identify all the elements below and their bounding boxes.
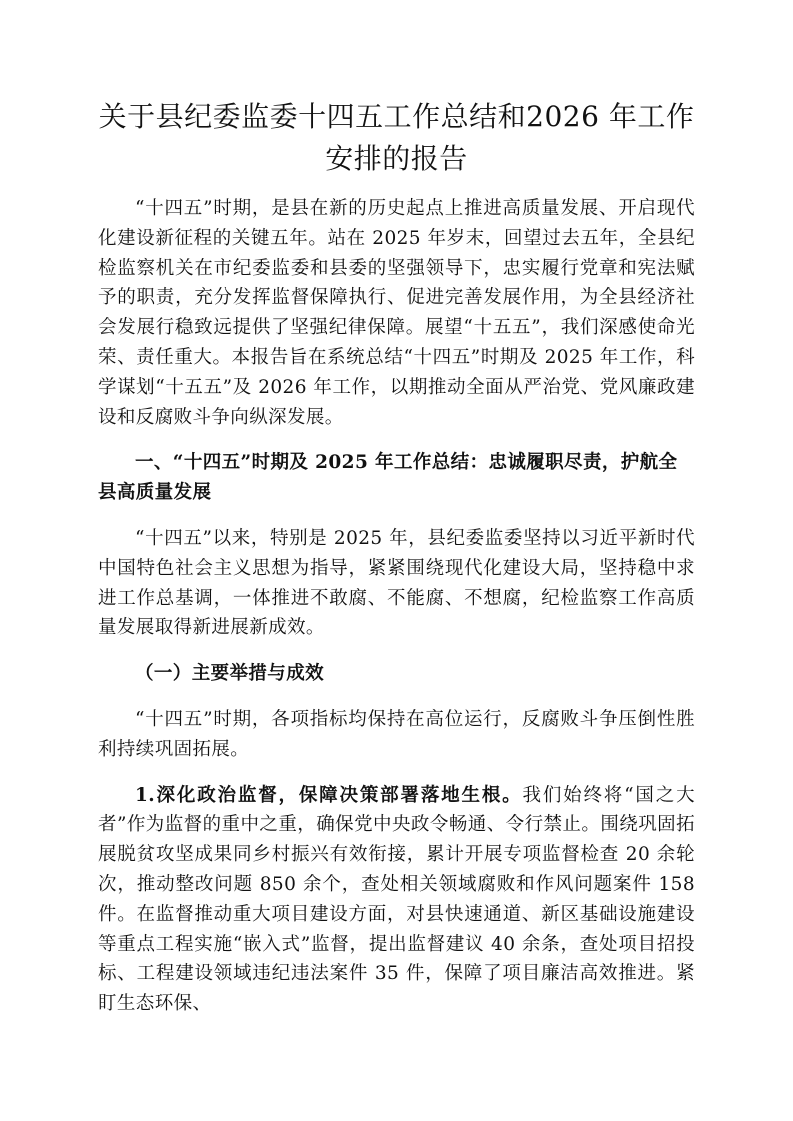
section-heading-1: 一、“十四五”时期及 2025 年工作总结：忠诚履职尽责，护航全县高质量发展	[98, 452, 678, 504]
item-1-body: 我们始终将“国之大者”作为监督的重中之重，确保党中央政令畅通、令行禁止。围绕巩固拓展脱贫攻坚成果同乡村振兴有效衔接，累计开展专项监督检查 20 余轮次，推动整改问题 850 余个，查处相关领域腐败和作风问题案件 158 件。在监督推动重大项目建设方面，对县快速通道、新区基础设施建设等重点工程实施“嵌入式”监督，提出监督建议 40 余条，查处项目招投标、工程建设领域违纪违法案件 35 件，保障了项目廉洁高效推进。紧盯生态环保、	[98, 784, 695, 1015]
spacer	[98, 689, 695, 705]
spacer	[98, 643, 695, 659]
spacer	[98, 508, 695, 524]
intro-paragraph: “十四五”时期，是县在新的历史起点上推进高质量发展、开启现代化建设新征程的关键五年。站在 2025 年岁末，回望过去五年，全县纪检监察机关在市纪委监委和县委的坚强领导下，忠实履行党章和宪法赋予的职责，充分发挥监督保障执行、促进完善发展作用，为全县经济社会发展行稳致远提供了坚强纪律保障。展望“十五五”，我们深感使命光荣、责任重大。本报告旨在系统总结“十四五”时期及 2025 年工作，科学谋划“十五五”及 2026 年工作，以期推动全面从严治党、党风廉政建设和反腐败斗争向纵深发展。	[98, 198, 695, 428]
document-title: 关于县纪委监委十四五工作总结和2026 年工作安排的报告	[98, 100, 695, 175]
spacer	[98, 765, 695, 781]
spacer	[98, 432, 695, 448]
item-1-lead: 1.深化政治监督，保障决策部署落地生根。	[135, 784, 523, 806]
subsection-1-intro-paragraph: “十四五”时期，各项指标均保持在高位运行，反腐败斗争压倒性胜利持续巩固拓展。	[98, 708, 695, 760]
spacer	[98, 180, 695, 194]
section-1-intro-paragraph: “十四五”以来，特别是 2025 年，县纪委监委坚持以习近平新时代中国特色社会主义思想为指导，紧紧围绕现代化建设大局，坚持稳中求进工作总基调，一体推进不敢腐、不能腐、不想腐，纪检监察工作高质量发展取得新进展新成效。	[98, 527, 695, 639]
item-1-paragraph	[98, 781, 695, 1019]
subsection-heading-1: （一）主要举措与成效	[135, 663, 325, 685]
